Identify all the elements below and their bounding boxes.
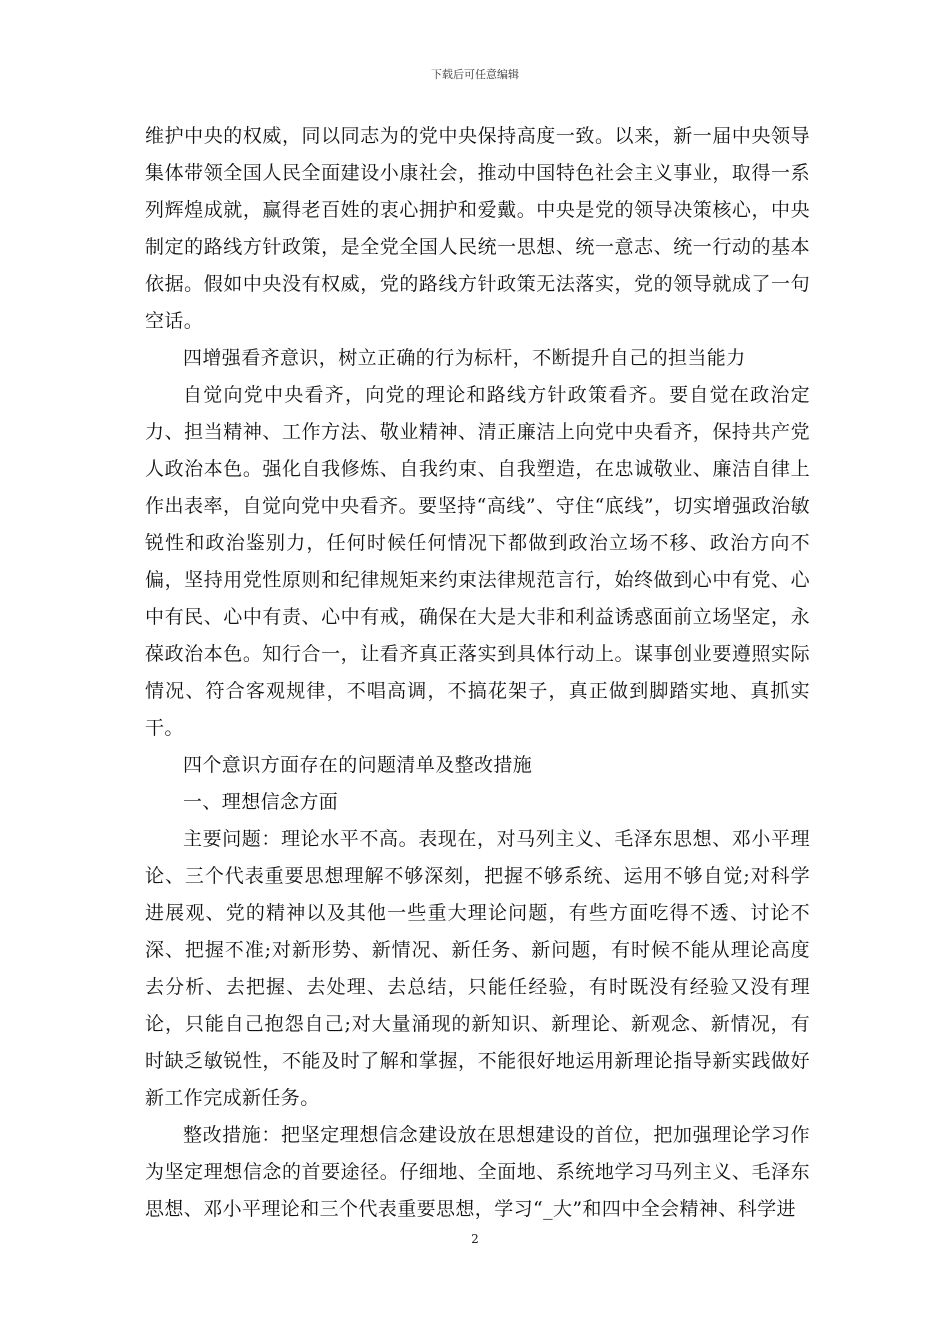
paragraph-continuation: 维护中央的权威，同以同志为的党中央保持高度一致。以来，新一届中央领导集体带领全国人民全面建设小康社会，推动中国特色社会主义事业，取得一系列辉煌成就，赢得老百姓的衷心拥护和爱戴。中央是党的领导决策核心，中央制定的路线方针政策，是全党全国人民统一思想、统一意志、统一行动的基本依据。假如中央没有权威，党的路线方针政策无法落实，党的领导就成了一句空话。 — [145, 125, 810, 332]
section-heading: 一、理想信念方面 — [183, 791, 339, 813]
section-heading: 四增强看齐意识，树立正确的行为标杆，不断提升自己的担当能力 — [183, 347, 746, 369]
paragraph: 自觉向党中央看齐，向党的理论和路线方针政策看齐。要自觉在政治定力、担当精神、工作方法、敬业精神、清正廉洁上向党中央看齐，保持共产党人政治本色。强化自我修炼、自我约束、自我塑造，在忠诚敬业、廉洁自律上作出表率，自觉向党中央看齐。要坚持“高线”、守住“底线”，切实增强政治敏锐性和政治鉴别力，任何时候任何情况下都做到政治立场不移、政治方向不偏，坚持用党性原则和纪律规矩来约束法律规范言行，始终做到心中有党、心中有民、心中有责、心中有戒，确保在大是大非和利益诱惑面前立场坚定，永葆政治本色。知行合一，让看齐真正落实到具体行动上。谋事创业要遵照实际情况、符合客观规律，不唱高调，不搞花架子，真正做到脚踏实地、真抓实干。 — [145, 384, 810, 739]
body-text — [145, 118, 810, 1228]
page-number: 2 — [471, 1232, 479, 1246]
document-title: 四个意识方面存在的问题清单及整改措施 — [183, 754, 533, 776]
paragraph-measures: 整改措施：把坚定理想信念建设放在思想建设的首位，把加强理论学习作为坚定理想信念的首要途径。仔细地、全面地、系统地学习马列主义、毛泽东思想、邓小平理论和三个代表重要思想，学习“_大”和四中全会精神、科学进 — [145, 1124, 810, 1220]
page-header: 下载后可任意编辑 — [431, 68, 519, 81]
paragraph-problems: 主要问题：理论水平不高。表现在，对马列主义、毛泽东思想、邓小平理论、三个代表重要思想理解不够深刻，把握不够系统、运用不够自觉;对科学进展观、党的精神以及其他一些重大理论问题，有些方面吃得不透、讨论不深、把握不准;对新形势、新情况、新任务、新问题，有时候不能从理论高度去分析、去把握、去处理、去总结，只能任经验，有时既没有经验又没有理论，只能自己抱怨自己;对大量涌现的新知识、新理论、新观念、新情况，有时缺乏敏锐性，不能及时了解和掌握，不能很好地运用新理论指导新实践做好新工作完成新任务。 — [145, 828, 810, 1109]
